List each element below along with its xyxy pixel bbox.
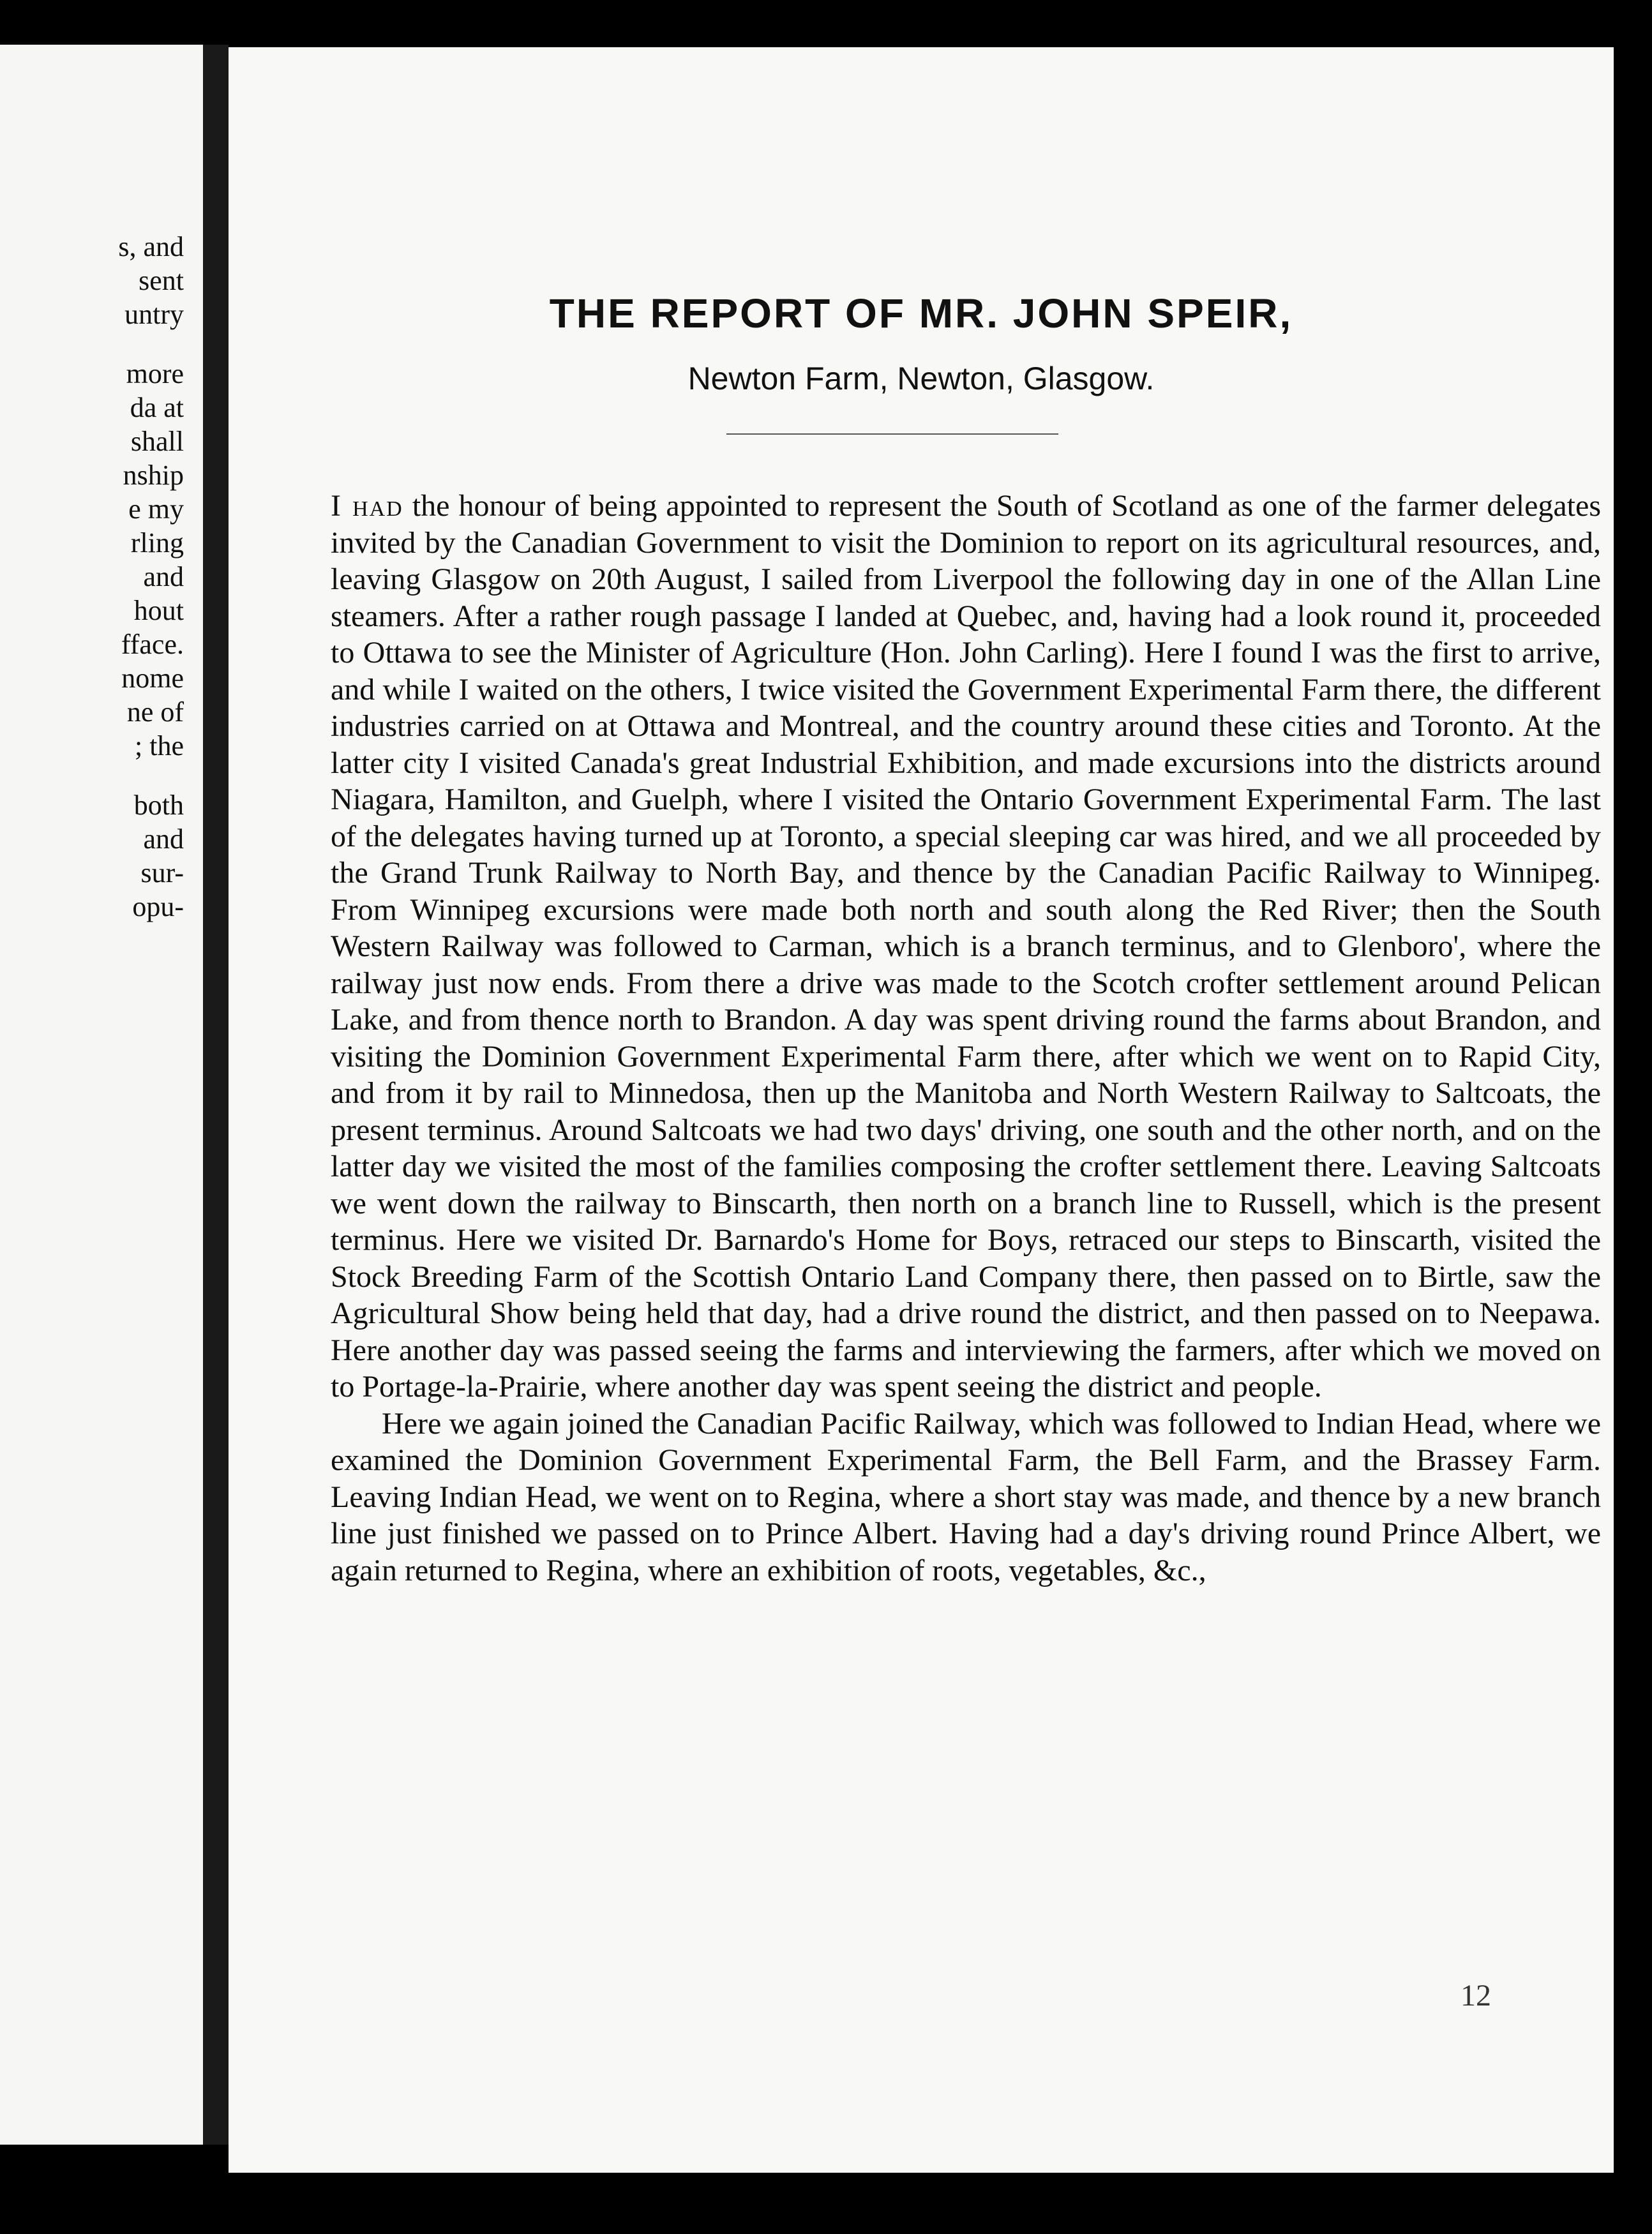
book-spine bbox=[203, 45, 229, 2145]
left-line: ne of bbox=[126, 696, 184, 728]
left-line: s, and bbox=[118, 231, 184, 262]
left-line: e my bbox=[128, 493, 184, 525]
left-page-fragment bbox=[0, 45, 203, 2145]
left-line: hout bbox=[133, 595, 184, 626]
paragraph-2: Here we again joined the Canadian Pacific Railway, which was followed to Indian Head, where we examined the Dominion Government Experimental Farm, the Bell Farm, and the Brassey Farm. Leaving Indian Head, we went on to Regina, where a short stay was made, and thence by a new branch line just finished we passed on to Prince Albert. Having had a day's driving round Prince Albert, we again returned to Regina, where an exhibition of roots, vegetables, &c., bbox=[331, 1406, 1601, 1587]
report-subtitle: Newton Farm, Newton, Glasgow. bbox=[687, 361, 1155, 396]
report-body bbox=[331, 488, 1601, 1589]
left-line: da at bbox=[130, 392, 184, 423]
left-line: shall bbox=[130, 426, 184, 457]
left-line: fface. bbox=[121, 629, 184, 660]
left-line: nship bbox=[123, 460, 184, 491]
left-line: and bbox=[143, 823, 184, 855]
main-page bbox=[229, 47, 1614, 2173]
left-line: ; the bbox=[135, 730, 184, 761]
left-line: more bbox=[126, 358, 184, 389]
left-line: untry bbox=[124, 299, 184, 330]
paragraph-1 bbox=[331, 488, 1601, 1406]
title-divider bbox=[726, 433, 1058, 435]
report-title: THE REPORT OF MR. JOHN SPEIR, bbox=[549, 290, 1293, 336]
left-line: opu- bbox=[132, 891, 184, 922]
left-line: and bbox=[143, 561, 184, 592]
left-page-text bbox=[0, 230, 184, 924]
left-line: nome bbox=[121, 663, 184, 694]
page-number: 12 bbox=[1461, 1979, 1491, 2013]
left-line: sur- bbox=[140, 857, 184, 888]
paragraph-1-text: the honour of being appointed to represent the South of Scotland as one of the farmer delegates invited by the Canadian Government to visit the Dominion to report on its agricultural resources, and, leaving Glasgow on 20th August, I sailed from Liverpool the following day in one of the Allan Line steamers. After a rather rough passage I landed at Quebec, and, having had a look round it, proceeded to Ottawa to see the Minister of Agriculture (Hon. John Carling). Here I found I was the first to arrive, and while I waited on the others, I twice visited the Government Experimental Farm there, the different industries carried on at Ottawa and Montreal, and the country around these cities and Toronto. At the latter city I visited Canada's great Industrial Exhibition, and made excursions into the districts around Niagara, Hamilton, and Guelph, where I visited the Ontario Government Experimental Farm. The last of the delegates having turned up at Toronto, a special sleeping car was hired, and we all proceeded by the Grand Trunk Railway to North Bay, and thence by the Canadian Pacific Railway to Winnipeg. From Winnipeg excursions were made both north and south along the Red River; then the South Western Railway was followed to Carman, which is a branch terminus, and to Glenboro', where the railway just now ends. From there a drive was made to the Scotch crofter settlement around Pelican Lake, and from thence north to Brandon. A day was spent driving round the farms about Brandon, and visiting the Dominion Government Experimental Farm there, after which we went on to Rapid City, and from it by rail to Minnedosa, then up the Manitoba and North Western Railway to Saltcoats, the present terminus. Around Saltcoats we had two days' driving, one south and the other north, and on the latter day we visited the most of the families composing the crofter settlement there. Leaving Saltcoats we went down the railway to Binscarth, then north on a branch line to Russell, which is the present terminus. Here we visited Dr. Barnardo's Home for Boys, retraced our steps to Binscarth, visited the Stock Breeding Farm of the Scottish Ontario Land Company there, then passed on to Birtle, saw the Agricultural Show being held that day, had a drive round the district, and then passed on to Neepawa. Here another day was passed seeing the farms and interviewing the farmers, after which we moved on to Portage-la-Prairie, where another day was spent seeing the district and people. bbox=[331, 489, 1601, 1404]
left-line: rling bbox=[130, 527, 184, 558]
lead-words: I had bbox=[331, 489, 403, 523]
left-line: both bbox=[133, 790, 184, 821]
left-line: sent bbox=[139, 265, 184, 296]
